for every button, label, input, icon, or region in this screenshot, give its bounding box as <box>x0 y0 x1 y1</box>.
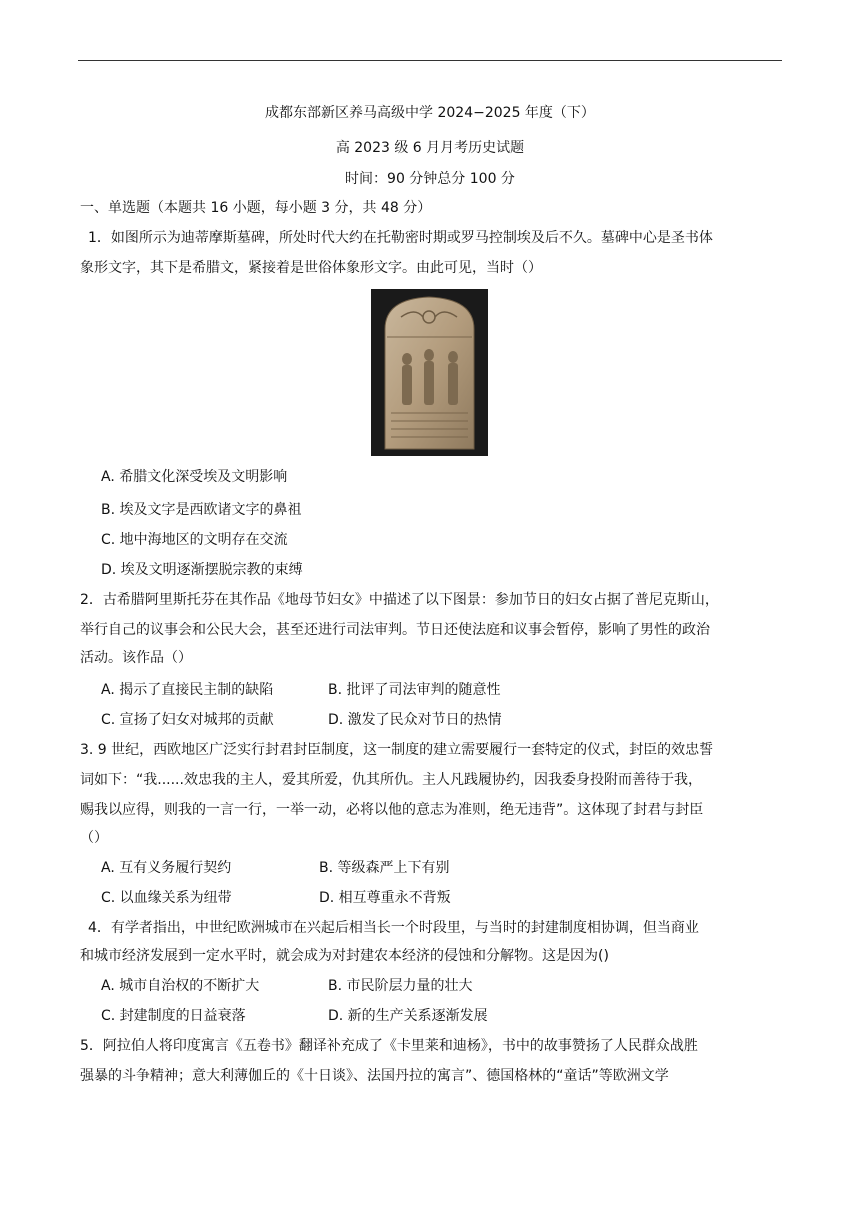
question-4-line-2: 和城市经济发展到一定水平时，就会成为对封建农本经济的侵蚀和分解物。这是因为() <box>80 948 609 964</box>
question-3-option-d: D. 相互尊重永不背叛 <box>319 890 451 906</box>
question-3-option-a: A. 互有义务履行契约 <box>101 860 232 876</box>
question-3-line-3: 赐我以应得，则我的一言一行，一举一动，必将以他的意志为准则，绝无违背”。这体现了封君与封臣 <box>80 802 704 818</box>
question-2-option-c: C. 宣扬了妇女对城邦的贡献 <box>101 712 274 728</box>
question-2-line-1: 2．古希腊阿里斯托芬在其作品《地母节妇女》中描述了以下图景：参加节日的妇女占据了普尼克斯山， <box>80 592 719 608</box>
exam-title: 高 2023 级 6 月月考历史试题 <box>335 140 525 156</box>
question-3-option-c: C. 以血缘关系为纽带 <box>101 890 232 906</box>
question-1-option-d: D. 埃及文明逐渐摆脱宗教的束缚 <box>101 562 303 578</box>
section-heading: 一、单选题（本题共 16 小题，每小题 3 分，共 48 分） <box>80 200 432 216</box>
question-3-line-4: （） <box>80 830 108 846</box>
question-2-line-2: 举行自己的议事会和公民大会，甚至还进行司法审判。节日还使法庭和议事会暂停，影响了男性的政治 <box>80 622 710 638</box>
question-4-option-a: A. 城市自治权的不断扩大 <box>101 978 260 994</box>
question-5-line-2: 强暴的斗争精神；意大利薄伽丘的《十日谈》、法国丹拉的寓言”、德国格林的“童话”等欧洲文学 <box>80 1068 669 1084</box>
question-4-option-d: D. 新的生产关系逐渐发展 <box>328 1008 488 1024</box>
question-2-option-a: A. 揭示了直接民主制的缺陷 <box>101 682 274 698</box>
question-2-option-d: D. 激发了民众对节日的热情 <box>328 712 502 728</box>
question-3-line-2: 词如下：“我......效忠我的主人，爱其所爱，仇其所仇。主人凡践履协约，因我委身投附而善待于我， <box>80 772 702 788</box>
question-1-option-a: A. 希腊文化深受埃及文明影响 <box>101 469 288 485</box>
school-title: 成都东部新区养马高级中学 2024−2025 年度（下） <box>265 105 595 121</box>
question-1-line-1: 1．如图所示为迪蒂摩斯墓碑，所处时代大约在托勒密时期或罗马控制埃及后不久。墓碑中心是圣书体 <box>88 230 713 246</box>
question-2-line-3: 活动。该作品（） <box>80 650 192 666</box>
question-1-line-2: 象形文字，其下是希腊文，紧接着是世俗体象形文字。由此可见，当时（） <box>80 260 542 276</box>
question-2-option-b: B. 批评了司法审判的随意性 <box>328 682 501 698</box>
question-4-line-1: 4．有学者指出，中世纪欧洲城市在兴起后相当长一个时段里，与当时的封建制度相协调，但当商业 <box>88 920 699 936</box>
question-1-option-c: C. 地中海地区的文明存在交流 <box>101 532 288 548</box>
question-5-line-1: 5．阿拉伯人将印度寓言《五卷书》翻译补充成了《卡里莱和迪杨》，书中的故事赞扬了人民群众战胜 <box>80 1038 698 1054</box>
question-4-option-c: C. 封建制度的日益衰落 <box>101 1008 246 1024</box>
stele-image <box>371 289 488 456</box>
exam-info: 时间：90 分钟总分 100 分 <box>345 171 515 187</box>
header-rule <box>78 60 782 61</box>
question-3-line-1: 3. 9 世纪，西欧地区广泛实行封君封臣制度，这一制度的建立需要履行一套特定的仪式，封臣的效忠誓 <box>80 742 714 758</box>
question-1-option-b: B. 埃及文字是西欧诸文字的鼻祖 <box>101 502 302 518</box>
question-4-option-b: B. 市民阶层力量的壮大 <box>328 978 473 994</box>
question-3-option-b: B. 等级森严上下有别 <box>319 860 450 876</box>
